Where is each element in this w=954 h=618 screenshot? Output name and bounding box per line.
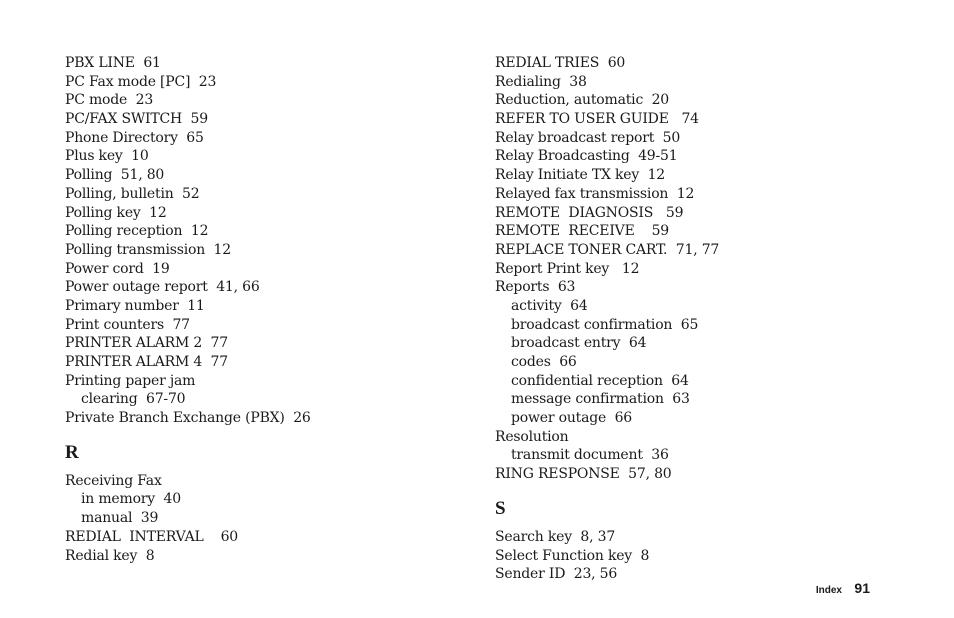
index-subentry: confidential reception 64 — [511, 372, 689, 389]
index-entry: Reduction, automatic 20 — [495, 92, 669, 109]
index-entry: Report Print key 12 — [495, 260, 640, 277]
index-subentry: codes 66 — [511, 354, 577, 370]
index-subentry: activity 64 — [511, 297, 588, 314]
section-letter: S — [495, 497, 506, 519]
index-entry: Polling, bulletin 52 — [65, 185, 200, 202]
index-entry: PRINTER ALARM 4 77 — [65, 354, 228, 370]
index-entry: REDIAL TRIES 60 — [495, 55, 626, 71]
index-entry: Power cord 19 — [65, 260, 170, 277]
footer-section-label: Index — [815, 585, 842, 596]
index-entry: PC mode 23 — [65, 92, 154, 109]
index-entry: Polling key 12 — [65, 204, 167, 221]
index-subentry: clearing 67-70 — [81, 391, 186, 408]
index-subentry: transmit document 36 — [511, 447, 669, 464]
index-entry: REFER TO USER GUIDE 74 — [495, 111, 699, 128]
index-column-right — [495, 54, 895, 584]
index-column-left — [65, 54, 465, 565]
index-entry: Relayed fax transmission 12 — [495, 185, 695, 202]
section-letter: R — [65, 441, 79, 463]
index-entry: Relay broadcast report 50 — [495, 129, 681, 146]
index-entry: Resolution — [495, 428, 569, 445]
index-entry: Redial key 8 — [65, 547, 155, 564]
index-entry: Primary number 11 — [65, 297, 205, 314]
index-entry: Receiving Fax — [65, 472, 162, 489]
index-entry: REMOTE RECEIVE 59 — [495, 223, 669, 240]
index-entry: Private Branch Exchange (PBX) 26 — [65, 410, 311, 427]
index-subentry: broadcast entry 64 — [511, 335, 647, 352]
index-entry: Plus key 10 — [65, 148, 149, 165]
index-subentry: broadcast confirmation 65 — [511, 316, 699, 333]
index-entry: Phone Directory 65 — [65, 129, 204, 146]
index-entry: Polling reception 12 — [65, 223, 209, 240]
index-subentry: in memory 40 — [81, 491, 181, 508]
index-entry: Reports 63 — [495, 279, 576, 296]
index-entry: PC/FAX SWITCH 59 — [65, 111, 208, 128]
index-entry: Print counters 77 — [65, 316, 190, 333]
index-entry: PRINTER ALARM 2 77 — [65, 335, 228, 352]
index-entry: REDIAL INTERVAL 60 — [65, 528, 238, 545]
index-subentry: manual 39 — [81, 510, 159, 527]
index-entry: Search key 8, 37 — [495, 528, 616, 545]
index-entry: REMOTE DIAGNOSIS 59 — [495, 204, 684, 221]
index-entry: Sender ID 23, 56 — [495, 566, 618, 583]
index-subentry: power outage 66 — [511, 410, 632, 427]
index-entry: Redialing 38 — [495, 73, 587, 90]
index-entry: Select Function key 8 — [495, 547, 650, 564]
index-subentry: message confirmation 63 — [511, 391, 690, 408]
index-entry: RING RESPONSE 57, 80 — [495, 466, 672, 483]
index-entry: Polling 51, 80 — [65, 167, 165, 184]
index-entry: Relay Initiate TX key 12 — [495, 167, 665, 184]
index-entry: PC Fax mode [PC] 23 — [65, 73, 217, 90]
page-footer — [816, 580, 870, 598]
index-entry: Polling transmission 12 — [65, 241, 231, 258]
index-entry: Power outage report 41, 66 — [65, 279, 260, 296]
page-number: 91 — [854, 580, 870, 596]
index-entry: REPLACE TONER CART. 71, 77 — [495, 241, 720, 258]
index-entry: PBX LINE 61 — [65, 55, 161, 71]
index-entry: Printing paper jam — [65, 372, 196, 389]
index-entry: Relay Broadcasting 49-51 — [495, 148, 678, 165]
